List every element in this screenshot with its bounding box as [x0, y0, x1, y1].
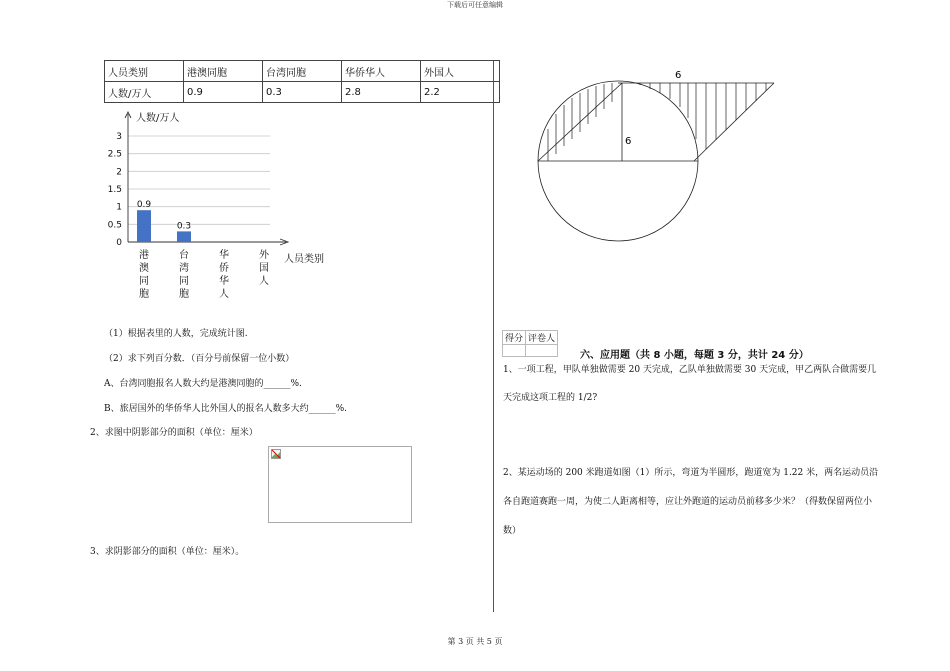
table-cell: 台湾同胞 — [263, 61, 342, 82]
x-tick-label: 同 — [139, 276, 149, 287]
question-1: （1）根据表里的人数，完成统计图. — [104, 329, 248, 339]
x-tick-label: 华 — [219, 250, 229, 261]
x-tick-label: 外 — [259, 250, 269, 261]
figure-top-label: 6 — [675, 70, 682, 81]
bar-chart — [108, 108, 348, 308]
table-cell: 港澳同胞 — [184, 61, 263, 82]
table-row — [503, 331, 558, 345]
x-tick-label: 人 — [259, 276, 269, 287]
shaded-area-figure — [530, 66, 790, 248]
grader-label: 评卷人 — [526, 331, 558, 345]
header-note: 下载后可任意编辑 — [447, 1, 503, 9]
y-tick-label: 3 — [116, 132, 122, 142]
app-question-1-line-2: 天完成这项工程的 1/2? — [503, 393, 598, 403]
x-tick-label: 港 — [139, 250, 149, 261]
bar — [137, 210, 151, 242]
table-cell: 人数/万人 — [105, 82, 184, 103]
table-cell: 2.8 — [342, 82, 421, 103]
question-a: A、台湾同胞报名人数大约是港澳同胞的______%. — [104, 379, 302, 389]
bar — [177, 231, 191, 242]
missing-figure-placeholder — [268, 446, 412, 523]
x-tick-label: 侨 — [219, 263, 229, 274]
y-tick-label: 2.5 — [108, 149, 122, 160]
column-divider — [493, 60, 494, 612]
y-tick-label: 0 — [116, 238, 122, 248]
x-tick-label: 澳 — [139, 263, 149, 274]
score-label: 得分 — [503, 331, 526, 345]
x-tick-label: 胞 — [179, 289, 189, 300]
broken-image-icon — [271, 449, 281, 459]
x-tick-label: 湾 — [179, 263, 189, 274]
app-question-2-line-3: 数） — [503, 526, 522, 536]
table-cell: 2.2 — [421, 82, 500, 103]
y-tick-label: 2 — [116, 167, 122, 178]
table-row — [105, 82, 500, 103]
y-tick-label: 1 — [116, 202, 122, 213]
app-question-2-line-2: 各自跑道赛跑一周，为使二人距离相等，应让外跑道的运动员前移多少米？（得数保留两位小 — [503, 497, 873, 507]
data-label: 0.9 — [136, 200, 152, 211]
question-b: B、旅居国外的华侨华人比外国人的报名人数多大约______%. — [104, 404, 348, 414]
table-cell: 外国人 — [421, 61, 500, 82]
x-tick-label: 华 — [219, 276, 229, 287]
score-cell — [503, 345, 526, 357]
x-tick-label: 胞 — [139, 289, 149, 300]
table-cell: 0.3 — [263, 82, 342, 103]
table-row — [503, 345, 558, 357]
grader-cell — [526, 345, 558, 357]
figure-radius-label: 6 — [625, 136, 632, 147]
problem-2: 2、求图中阴影部分的面积（单位：厘米） — [90, 428, 258, 438]
app-question-2-line-1: 2、某运动场的 200 米跑道如图（1）所示，弯道为半圆形，跑道宽为 1.22 米，两名运动员沿 — [503, 468, 879, 478]
score-table — [502, 330, 558, 357]
problem-3: 3、求阴影部分的面积（单位：厘米）。 — [90, 547, 245, 557]
table-cell: 人员类别 — [105, 61, 184, 82]
table-row — [105, 61, 500, 82]
table-cell: 0.9 — [184, 82, 263, 103]
y-axis-title: 人数/万人 — [136, 113, 180, 124]
y-tick-label: 0.5 — [108, 220, 122, 231]
question-2: （2）求下列百分数．（百分号前保留一位小数） — [104, 354, 295, 364]
data-label: 0.3 — [176, 221, 192, 232]
page-number: 第 3 页 共 5 页 — [447, 637, 503, 646]
app-question-1-line-1: 1、一项工程，甲队单独做需要 20 天完成，乙队单独做需要 30 天完成，甲乙两队合做需要几 — [503, 365, 877, 375]
x-axis-title: 人员类别 — [284, 254, 324, 265]
x-tick-label: 台 — [179, 250, 189, 261]
x-tick-label: 人 — [219, 289, 229, 300]
table-cell: 华侨华人 — [342, 61, 421, 82]
y-tick-label: 1.5 — [108, 185, 122, 195]
statistics-table — [104, 60, 500, 103]
x-tick-label: 国 — [259, 263, 269, 274]
section-title: 六、应用题（共 8 小题，每题 3 分，共计 24 分） — [580, 350, 809, 361]
x-tick-label: 同 — [179, 276, 189, 287]
